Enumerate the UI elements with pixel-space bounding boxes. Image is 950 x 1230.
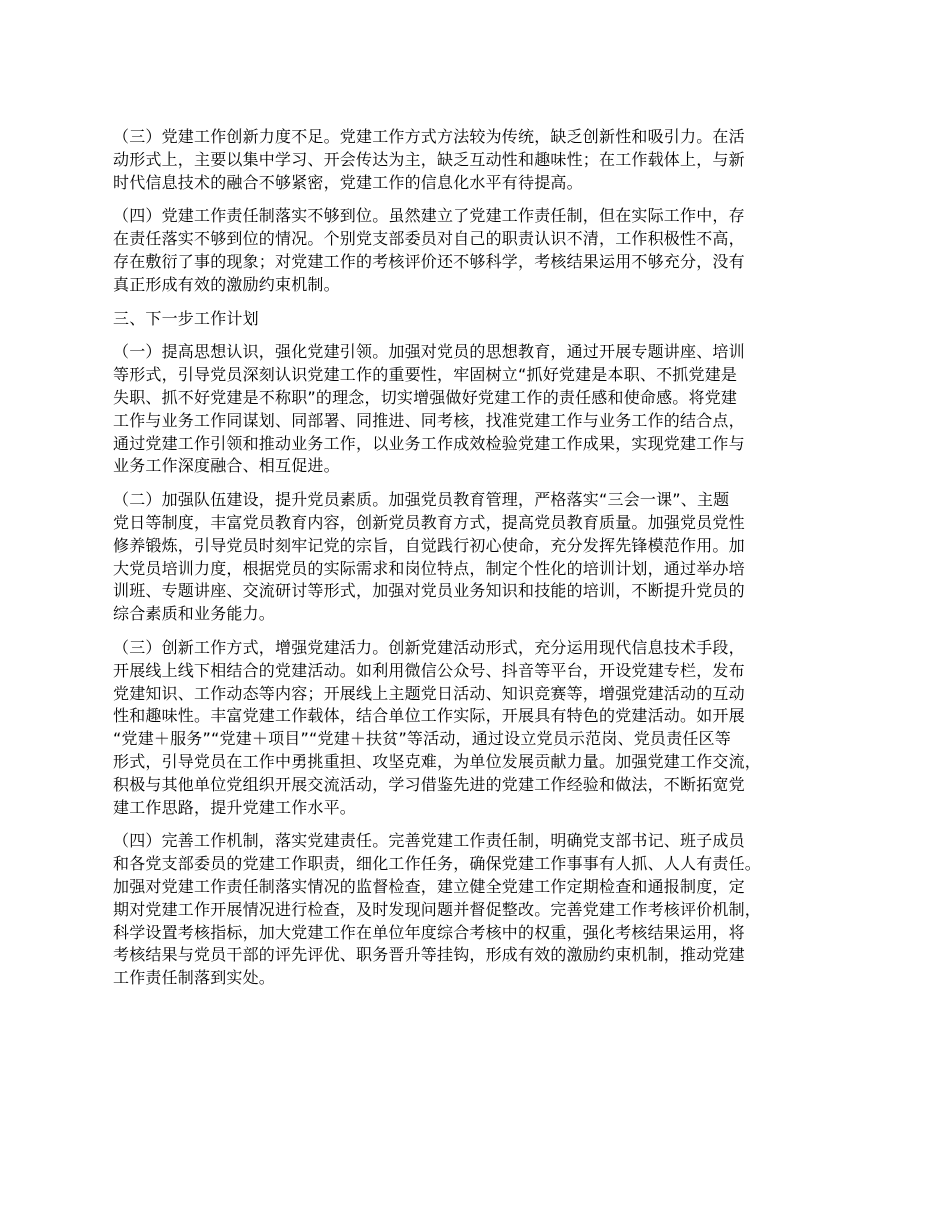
paragraph-plan-innovation	[113, 637, 858, 819]
text-line: 存在敷衍了事的现象；对党建工作的考核评价还不够科学，考核结果运用不够充分，没有	[113, 251, 745, 271]
paragraph-plan-team-building	[113, 489, 858, 626]
text-line: 大党员培训力度，根据党员的实际需求和岗位特点，制定个性化的培训计划，通过举办培	[113, 558, 745, 578]
paragraph-plan-ideology	[113, 341, 858, 478]
text-line: 党建知识、工作动态等内容；开展线上主题党日活动、知识竞赛等，增强党建活动的互动	[113, 683, 745, 703]
text-line: 建工作思路，提升党建工作水平。	[113, 797, 357, 817]
text-line: 科学设置考核指标，加大党建工作在单位年度综合考核中的权重，强化考核结果运用，将	[113, 922, 745, 942]
text-line: 形式，引导党员在工作中勇挑重担、攻坚克难，为单位发展贡献力量。加强党建工作交流，	[113, 751, 762, 771]
text-line: 训班、专题讲座、交流研讨等形式，加强对党员业务知识和技能的培训，不断提升党员的	[113, 581, 745, 601]
document-page	[113, 126, 858, 1001]
text-line: 失职、抓不好党建是不称职”的理念，切实增强做好党建工作的责任感和使命感。将党建	[113, 387, 738, 407]
text-line: 业务工作深度融合、相互促进。	[113, 456, 340, 476]
paragraph-responsibility-shortfall	[113, 205, 858, 296]
text-line: 修养锻炼，引导党员时刻牢记党的宗旨，自觉践行初心使命，充分发挥先锋模范作用。加	[113, 535, 745, 555]
text-line: 和各党支部委员的党建工作职责，细化工作任务，确保党建工作事事有人抓、人人有责任。	[113, 854, 762, 874]
text-line: （一）提高思想认识，强化党建引领。加强对党员的思想教育，通过开展专题讲座、培训	[113, 342, 745, 362]
text-line: 加强对党建工作责任制落实情况的监督检查，建立健全党建工作定期检查和通报制度，定	[113, 876, 745, 896]
text-line: 真正形成有效的激励约束机制。	[113, 274, 340, 294]
text-line: 在责任落实不够到位的情况。个别党支部委员对自己的职责认识不清，工作积极性不高，	[113, 229, 745, 249]
text-line: 期对党建工作开展情况进行检查，及时发现问题并督促整改。完善党建工作考核评价机制，	[113, 899, 762, 919]
text-line: 时代信息技术的融合不够紧密，党建工作的信息化水平有待提高。	[113, 172, 583, 192]
text-line: 动形式上，主要以集中学习、开会传达为主，缺乏互动性和趣味性；在工作载体上，与新	[113, 149, 745, 169]
text-line: （三）党建工作创新力度不足。党建工作方式方法较为传统，缺乏创新性和吸引力。在活	[113, 127, 745, 146]
text-line: 综合素质和业务能力。	[113, 604, 276, 624]
text-line: （二）加强队伍建设，提升党员素质。加强党员教育管理，严格落实“三会一课”、主题	[113, 490, 730, 510]
text-line: 等形式，引导党员深刻认识党建工作的重要性，牢固树立“抓好党建是本职、不抓党建是	[113, 365, 738, 385]
text-line: 工作与业务工作同谋划、同部署、同推进、同考核，找准党建工作与业务工作的结合点，	[113, 410, 745, 430]
section-heading-next-steps: 三、下一步工作计划	[113, 308, 259, 328]
text-line: 积极与其他单位党组织开展交流活动，学习借鉴先进的党建工作经验和做法，不断拓宽党	[113, 774, 745, 794]
text-line: 性和趣味性。丰富党建工作载体，结合单位工作实际，开展具有特色的党建活动。如开展	[113, 706, 745, 726]
paragraph-plan-mechanism	[113, 830, 858, 990]
text-line: 开展线上线下相结合的党建活动。如利用微信公众号、抖音等平台，开设党建专栏，发布	[113, 660, 745, 680]
text-line: （四）完善工作机制，落实党建责任。完善党建工作责任制，明确党支部书记、班子成员	[113, 831, 745, 851]
text-line: （四）党建工作责任制落实不够到位。虽然建立了党建工作责任制，但在实际工作中，存	[113, 206, 745, 226]
text-line: 工作责任制落到实处。	[113, 968, 276, 988]
text-line: 考核结果与党员干部的评先评优、职务晋升等挂钩，形成有效的激励约束机制，推动党建	[113, 945, 745, 965]
text-line: 党日等制度，丰富党员教育内容，创新党员教育方式，提高党员教育质量。加强党员党性	[113, 512, 745, 532]
text-line: 通过党建工作引领和推动业务工作，以业务工作成效检验党建工作成果，实现党建工作与	[113, 433, 745, 453]
paragraph-innovation-shortfall	[113, 126, 858, 194]
text-line: （三）创新工作方式，增强党建活力。创新党建活动形式，充分运用现代信息技术手段，	[113, 637, 745, 657]
text-line: “党建＋服务”“党建＋项目”“党建＋扶贫”等活动，通过设立党员示范岗、党员责任区等	[113, 729, 731, 749]
